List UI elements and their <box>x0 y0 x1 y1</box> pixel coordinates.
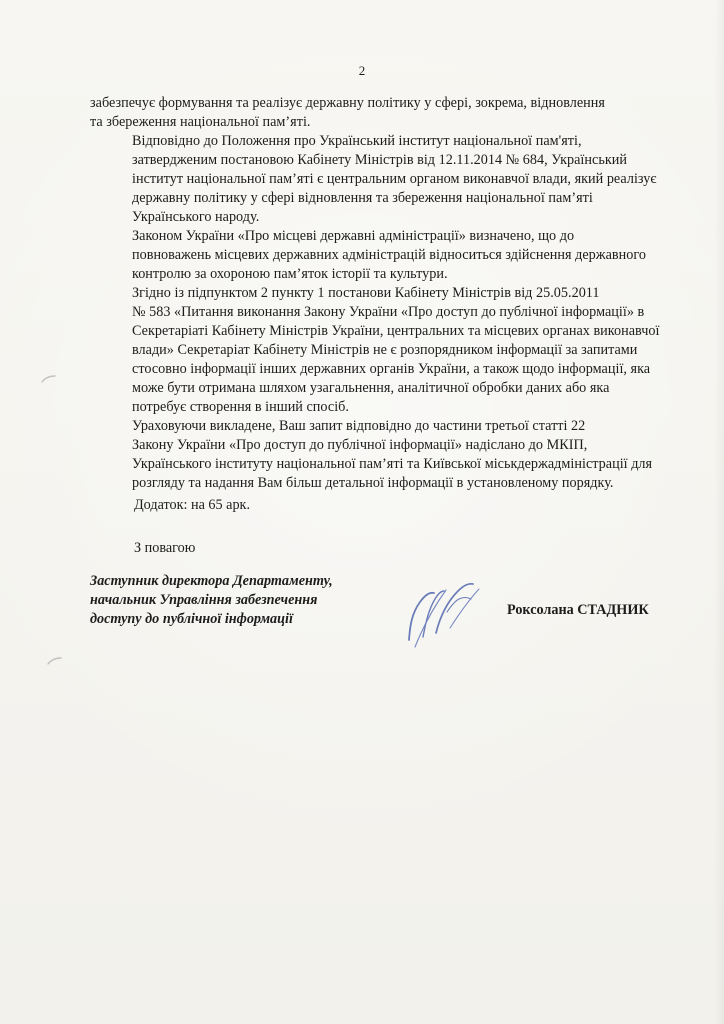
paragraph-4-line-4: влади» Секретаріат Кабінету Міністрів не є розпорядником інформації за запитами <box>132 342 638 358</box>
letter-body <box>90 94 675 493</box>
paragraph-2-line-1: Відповідно до Положення про Український інститут національної пам'яті, <box>132 133 582 149</box>
paragraph-3-line-1: Законом України «Про місцеві державні адміністрації» визначено, що до <box>132 228 575 244</box>
margin-curve-mark <box>46 655 66 667</box>
handwritten-signature <box>392 571 502 653</box>
paragraph-2-line-3: інститут національної пам’яті є центральним органом виконавчої влади, який реалізує <box>132 171 657 187</box>
paragraph-1 <box>90 94 675 132</box>
attachment-note: Додаток: на 65 арк. <box>134 497 250 513</box>
paragraph-2-line-5: Українського народу. <box>132 209 260 225</box>
signature-block <box>90 572 690 642</box>
paragraph-4 <box>90 284 675 417</box>
paragraph-4-line-2: № 583 «Питання виконання Закону України «Про доступ до публічної інформації» в <box>132 304 645 320</box>
paragraph-2-line-4: державну політику у сфері відновлення та збереження національної пам’яті <box>132 190 593 206</box>
paragraph-3-line-3: контролю за охороною пам’яток історії та культури. <box>132 266 448 282</box>
signatory-title <box>90 572 390 629</box>
paragraph-5-line-2: Закону України «Про доступ до публічної інформації» надіслано до МКІП, <box>132 437 588 453</box>
signatory-title-line-2: начальник Управління забезпечення <box>90 592 318 608</box>
paragraph-4-line-3: Секретаріаті Кабінету Міністрів України, центральних та місцевих органах виконавчої <box>132 323 660 339</box>
paragraph-4-line-5: стосовно інформації інших державних органів України, а також щодо інформації, яка <box>132 361 651 377</box>
paragraph-4-line-7: потребує створення в інший спосіб. <box>132 399 349 415</box>
paragraph-3-line-2: повноважень місцевих державних адміністрацій відноситься здійснення державного <box>132 247 646 263</box>
paragraph-5-line-4: розгляду та надання Вам більш детальної інформації в установленому порядку. <box>132 475 614 491</box>
margin-curve-mark <box>40 373 60 385</box>
paragraph-2-line-2: затвердженим постановою Кабінету Міністрів від 12.11.2014 № 684, Український <box>132 152 627 168</box>
paragraph-5 <box>90 417 675 493</box>
page-edge-shadow <box>714 0 724 1024</box>
paragraph-2 <box>90 132 675 227</box>
signatory-title-line-1: Заступник директора Департаменту, <box>90 573 333 589</box>
closing-regards: З повагою <box>134 540 196 556</box>
page-number: 2 <box>358 63 366 78</box>
paragraph-3 <box>90 227 675 284</box>
paragraph-1-line-2: та збереження національної пам’яті. <box>90 114 311 130</box>
paragraph-5-line-3: Українського інституту національної пам’яті та Київської міськдержадміністрації для <box>132 456 653 472</box>
signatory-title-line-3: доступу до публічної інформації <box>90 611 293 627</box>
paragraph-4-line-1: Згідно із підпунктом 2 пункту 1 постанови Кабінету Міністрів від 25.05.2011 <box>132 285 600 301</box>
paragraph-4-line-6: може бути отримана шляхом узагальнення, аналітичної обробки даних або яка <box>132 380 610 396</box>
paragraph-1-line-1: забезпечує формування та реалізує державну політику у сфері, зокрема, відновлення <box>90 95 605 111</box>
paragraph-5-line-1: Ураховуючи викладене, Ваш запит відповідно до частини третьої статті 22 <box>132 418 586 434</box>
signatory-name: Роксолана СТАДНИК <box>507 602 649 618</box>
